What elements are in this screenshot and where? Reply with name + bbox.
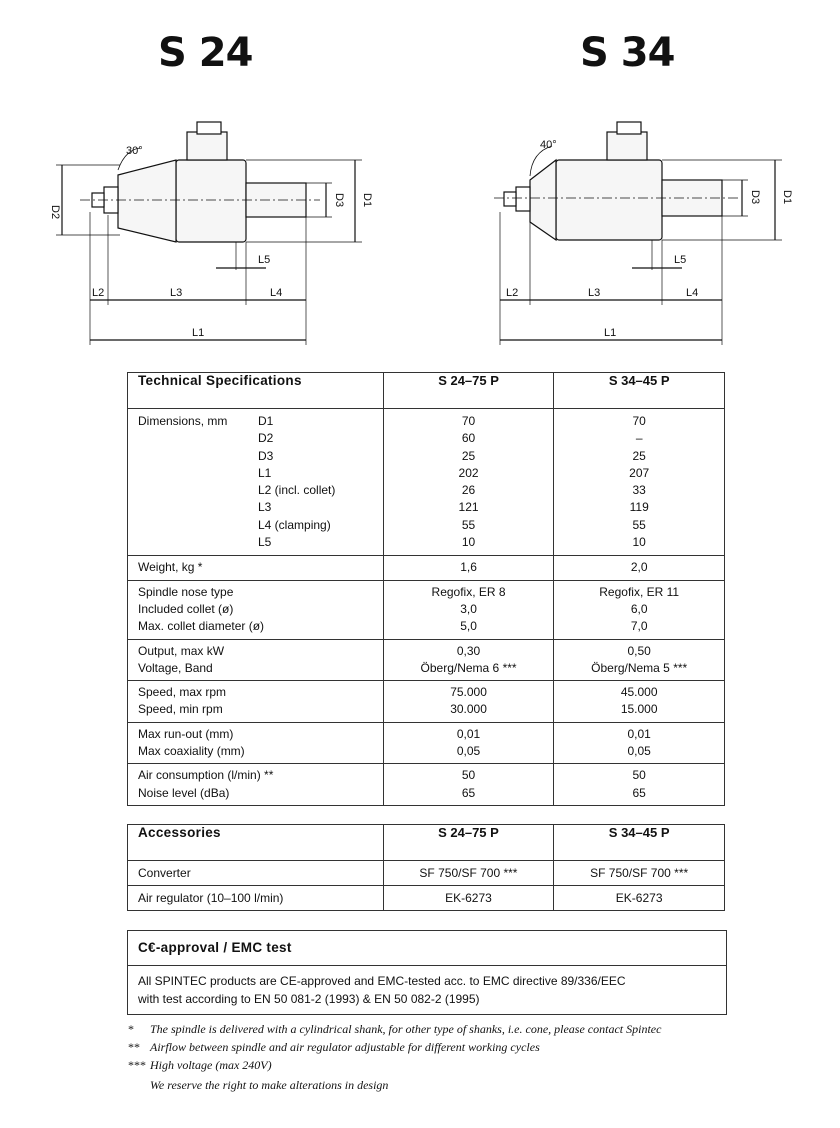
ce-approval-box [127,930,727,1015]
ce-approval-title: C€-approval / EMC test [128,931,726,966]
spec-group-row [128,556,725,580]
dimension-value-s34: 55 [632,517,646,532]
dim-l3: L3 [588,287,601,299]
accessories-header-row [128,825,725,861]
dimension-values-s24 [384,413,554,551]
footnote [128,1040,540,1055]
dim-l4: L4 [686,287,699,299]
dimension-label [138,534,383,551]
spec-value-s24: 1,6 [460,560,477,575]
footnote-mark: *** [128,1058,146,1072]
footnote-mark: ** [128,1040,140,1054]
footnote-text: The spindle is delivered with a cylindrical shank, for other type of shanks, i.e. cone, please contact Spintec [150,1022,662,1036]
dimension-value-s24: 26 [461,483,476,498]
spec-value-s24: Regofix, ER 8 [431,584,506,599]
dim-d1: D1 [781,190,793,205]
footnote-mark: * [128,1022,134,1036]
model-title-s24: S 24 [158,30,253,76]
model-title-s34: S 34 [580,30,675,76]
dim-l1: L1 [192,327,205,339]
dimension-value-s34: 207 [629,465,650,480]
dimension-value-s34: 119 [629,500,649,515]
dimension-value-s34: 70 [632,414,646,428]
spec-value-s24: 50 [461,768,476,783]
spec-group-row [128,764,725,806]
angle-label: 40° [540,139,557,151]
technical-specifications-table [127,372,725,806]
drawing-s24 [56,122,362,345]
spec-label: Weight, kg * [138,560,203,575]
dimension-value-s24: 202 [458,465,479,480]
spec-value-s24: 0,30 [456,643,481,658]
spec-value-s34: 15.000 [620,702,658,717]
footnote [128,1058,272,1073]
dim-d3: D3 [749,190,761,205]
spec-label: Air consumption (l/min) ** [138,768,274,783]
spec-value-s24: 30.000 [450,702,487,717]
dimension-value-s24: 70 [461,414,476,428]
accessory-label: Converter [128,861,384,886]
spec-value-s34: Regofix, ER 11 [599,584,680,599]
spec-label: Speed, max rpm [138,685,227,700]
dimension-label [138,448,383,465]
dimension-name: L4 (clamping) [258,517,331,532]
dimension-label [138,499,383,516]
spec-value-s34: 7,0 [630,619,648,634]
spec-value-s34: 0,01 [627,726,651,741]
dimension-label [138,413,383,430]
dimension-values-s34 [554,413,724,551]
spec-label: Max run-out (mm) [138,726,234,741]
drawing-s34 [494,122,782,345]
spec-group-row [128,580,725,639]
reserve-note: We reserve the right to make alterations in design [150,1078,389,1092]
spec-value-s24: 75.000 [450,685,487,700]
dimension-value-s24: 10 [461,535,476,550]
ce-approval-line2: with test according to EN 50 081-2 (1993) & EN 50 082-2 (1995) [138,992,480,1006]
dimension-label [138,465,383,482]
dim-d1: D1 [361,193,373,208]
accessory-value-s24: SF 750/SF 700 *** [383,861,554,886]
accessories-header-col1: S 24–75 P [383,825,554,861]
dimension-value-s34: 33 [632,483,646,498]
accessories-header-col2: S 34–45 P [554,825,725,861]
spec-value-s24: 5,0 [460,619,477,634]
spec-header-label: Technical Specifications [128,373,384,409]
accessories-table [127,824,725,911]
ce-approval-line1: All SPINTEC products are CE-approved and EMC-tested acc. to EMC directive 89/336/EEC [138,974,626,988]
spec-value-s34: 6,0 [630,601,648,616]
dimension-label [138,482,383,499]
dim-l5: L5 [674,254,687,266]
spec-label: Voltage, Band [138,660,213,675]
spec-label: Included collet (ø) [138,601,234,616]
dimension-value-s34: – [635,431,643,446]
spec-group-row [128,639,725,681]
dimension-name: L3 [258,500,272,515]
spec-value-s24: 0,01 [456,726,481,741]
dimension-labels [138,413,383,551]
footnote [128,1022,661,1037]
dimension-value-s24: 121 [458,500,479,515]
spec-value-s34: 65 [632,785,646,800]
dimension-name: L1 [258,465,272,480]
spec-value-s24: 65 [461,785,476,800]
spec-header-col1: S 24–75 P [383,373,554,409]
spec-header-col2: S 34–45 P [554,373,725,409]
accessories-header-label: Accessories [128,825,384,861]
spec-label: Max coaxiality (mm) [138,744,245,759]
dimensions-heading: Dimensions, mm [138,414,228,428]
spec-label: Spindle nose type [138,584,234,599]
footnote-text: Airflow between spindle and air regulator adjustable for different working cycles [150,1040,540,1054]
spec-value-s34: 0,05 [627,744,651,759]
spec-value-s34: 50 [632,768,646,783]
spec-value-s34: Öberg/Nema 5 *** [591,660,688,675]
accessory-label: Air regulator (10–100 l/min) [128,886,384,911]
spec-label: Max. collet diameter (ø) [138,619,265,634]
dim-d2: D2 [49,205,61,220]
accessory-row [128,886,725,911]
spec-value-s34: 2,0 [630,560,648,575]
dimension-name: D2 [258,431,274,446]
dim-l3: L3 [170,287,183,299]
spec-value-s34: 45.000 [620,685,658,700]
dimensions-row [128,409,725,556]
angle-label: 30° [126,145,143,157]
spec-value-s24: 0,05 [456,744,481,759]
dim-l1: L1 [604,327,617,339]
dimension-value-s24: 25 [461,448,476,463]
dimension-value-s34: 10 [632,535,646,550]
dim-d3: D3 [333,193,345,208]
dimension-name: D3 [258,448,274,463]
spec-label: Output, max kW [138,643,225,658]
dim-l4: L4 [270,287,283,299]
accessory-value-s34: EK-6273 [554,886,725,911]
dim-l2: L2 [92,287,105,299]
accessory-row [128,861,725,886]
footnote-text: High voltage (max 240V) [150,1058,272,1072]
dimension-name: D1 [258,414,274,428]
dimension-value-s34: 25 [632,448,646,463]
spec-value-s24: Öberg/Nema 6 *** [420,660,517,675]
dimension-label [138,430,383,447]
dimension-name: L5 [258,535,272,550]
spec-header-row [128,373,725,409]
accessory-value-s34: SF 750/SF 700 *** [554,861,725,886]
spec-group-row [128,722,725,764]
spec-value-s34: 0,50 [627,643,651,658]
dim-l2: L2 [506,287,519,299]
spec-label: Speed, min rpm [138,702,223,717]
dimension-label [138,517,383,534]
spec-value-s24: 3,0 [460,601,477,616]
spec-label: Noise level (dBa) [138,785,230,800]
dim-l5: L5 [258,254,271,266]
dimension-value-s24: 60 [461,431,476,446]
spec-group-row [128,681,725,723]
dimension-name: L2 (incl. collet) [258,483,336,498]
technical-drawings [0,0,840,360]
accessory-value-s24: EK-6273 [383,886,554,911]
dimension-value-s24: 55 [461,517,476,532]
